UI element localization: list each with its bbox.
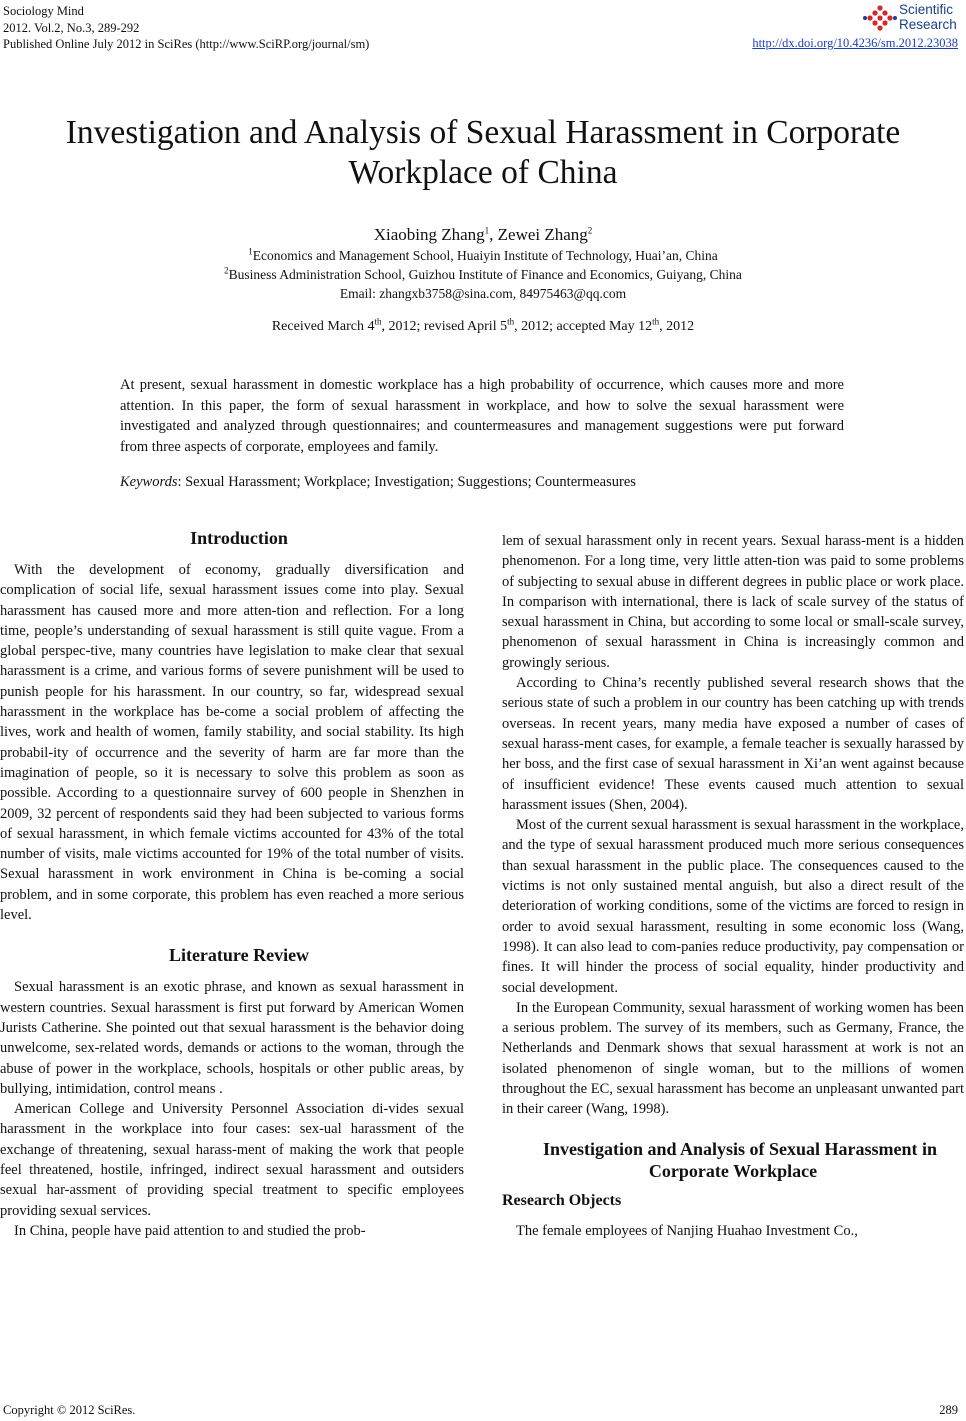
author-affiliation-mark: 2 xyxy=(587,225,593,236)
section-heading-literature-review: Literature Review xyxy=(168,945,310,966)
publication-info: Published Online July 2012 in SciRes (http://www.SciRP.org/journal/sm) xyxy=(3,37,370,51)
keywords xyxy=(120,474,844,491)
paragraph: In the European Community, sexual harassment of working women has been a serious problem. The survey of its members, such as Germany, France, the Netherlands and Denmark shows that sexual harassment at work is not an isolated phenomenon of single woman, but to the millions of women throughout the EC, sexual harassment has become an unpleasant unwanted part in their career (Wang, 1998). xyxy=(502,999,964,1118)
paragraph: American College and University Personnel Association di-vides sexual harassment in the workplace into four cases: sex-ual harassment of the exchange of threatening, sexual harass-ment of making the work that people feel threatened, hostile, infringed, indirect sexual harassment and outsiders sexual har-assment of providing special treatment to specific employees providing sexual services. xyxy=(0,1101,464,1219)
journal-header xyxy=(3,3,369,53)
page-number: 289 xyxy=(939,1403,958,1417)
doi-link[interactable]: http://dx.doi.org/10.4236/sm.2012.23038 xyxy=(752,36,958,50)
subsection-heading-research-objects: Research Objects xyxy=(502,1191,622,1209)
author-line xyxy=(0,225,966,245)
affiliation-mark: 2 xyxy=(224,265,229,276)
affiliation xyxy=(0,248,966,264)
paragraph: The female employees of Nanjing Huahao Investment Co., xyxy=(516,1222,858,1239)
affiliation-text: Business Administration School, Guizhou Institute of Finance and Economics, Guiyang, China xyxy=(228,267,742,282)
manuscript-dates: Received March 4th, 2012; revised April 5th, 2012; accepted May 12th, 2012 xyxy=(271,316,695,334)
paragraph: In China, people have paid attention to and studied the prob- xyxy=(14,1222,366,1239)
section-heading-introduction: Introduction xyxy=(190,528,288,548)
section-heading-investigation: Investigation and Analysis of Sexual Harassment in Corporate Workplace xyxy=(542,1138,938,1181)
keywords-label: Keywords xyxy=(120,474,178,490)
scientific-research-logo xyxy=(863,2,958,36)
author-name: Zewei Zhang xyxy=(497,225,588,244)
affiliation xyxy=(0,267,966,283)
paragraph: Most of the current sexual harassment is sexual harassment in the workplace, and the type of sexual harassment produced much more serious consequences than sexual harassment in the public place. The consequences caused to the victims is not only sustained mental anguish, but also a direct result of the deterioration of working conditions, some of the victims are forced to resign in order to avoid sexual harassment, resulting in some economic loss (Wang, 1998). It can also lead to com-panies reduce productivity, pay compensation or fines. It will hinder the process of social equality, hinder productivity and social development. xyxy=(502,817,964,996)
paragraph: Sexual harassment is an exotic phrase, and known as sexual harassment in western countries. Sexual harassment is first put forward by American Women Jurists Catherine. She pointed out that sexual harassment is the behavior doing unwelcome, sex-related words, demands or actions to the woman, through the abuse of power in the workplace, schools, hospitals or other public areas, by bullying, intimidation, control means . xyxy=(0,979,464,1097)
paragraph: According to China’s recently published several research shows that the serious state of such a problem in our country has been catching up with trends overseas. In recent years, many media have exposed a number of cases of sexual harass-ment cases, for example, a female teacher is sexually harassed by her boss, and the first case of sexual harassment in Xi’an went against because of insufficient evidence! These events caused much attention to sexual harassment issues (Shen, 2004). xyxy=(502,675,964,813)
abstract: At present, sexual harassment in domestic workplace has a high probability of occurrence, which causes more and more attention. In this paper, the form of sexual harassment in workplace, and how to solve the sexual harassment were investigated and analyzed through questionnaires; and countermeasures and management suggestions were put forward from three aspects of corporate, employees and family. xyxy=(120,377,844,455)
logo-text-line1: Scientific xyxy=(899,2,954,17)
affiliation-text: Economics and Management School, Huaiyin Institute of Technology, Huai’an, China xyxy=(252,248,718,263)
logo-diamond-icon xyxy=(863,4,897,34)
author-separator: , xyxy=(489,225,498,244)
affiliation-mark: 1 xyxy=(248,246,253,257)
author-name: Xiaobing Zhang xyxy=(373,225,485,244)
paragraph: lem of sexual harassment only in recent years. Sexual harass-ment is a hidden phenomenon. For a long time, very little atten-tion was paid to some problems of subjecting to sexual abuse in different degrees in public place or work place. In comparison with international, there is lack of scale survey of the status of sexual harassment in China, but according to some local or small-scale survey, phenomenon of sexual harassment in China is increasingly common and growingly serious. xyxy=(502,533,964,671)
keywords-text: : Sexual Harassment; Workplace; Investigation; Suggestions; Countermeasures xyxy=(177,474,636,490)
author-affiliation-mark: 1 xyxy=(484,225,490,236)
copyright-footer: Copyright © 2012 SciRes. xyxy=(3,1403,136,1417)
email-line: Email: zhangxb3758@sina.com, 84975463@qq.com xyxy=(339,286,627,301)
right-column xyxy=(502,531,964,1241)
journal-volume: 2012. Vol.2, No.3, 289-292 xyxy=(3,20,140,35)
logo-text-line2: Research xyxy=(899,17,957,32)
paragraph: With the development of economy, gradually diversification and complication of social life, sexual harassment issues come into play. Sexual harassment has caused more and more atten-tion and reflection. For a long time, people’s understanding of sexual harassment is still quite vague. From a global perspec-tive, many countries have legislation to make clear that sexual harassment is a crime, and various forms of severe punishment will be used to punish people for his harassment. In our country, so far, widespread sexual harassment in the workplace has be-come a social problem of affecting the lives, work and health of women, family stability, and social stability. Its high probabil-ity of occurrence and the severity of harm are far more than the imagination of people, so it is necessary to solve this problem as soon as possible. According to a questionnaire survey of 600 people in Shenzhen in 2009, 32 percent of respondents said they had been subjected to various forms of sexual harassment, in which female victims accounted for 43% of the total number of visits, male victims accounted for 19% of the total number of visits. Sexual harassment in work environment in China is be-coming a social problem, and in some corporate, this problem has even reached a more serious level. xyxy=(0,562,464,924)
paper-title: Investigation and Analysis of Sexual Harassment in Corporate Workplace of China xyxy=(65,114,901,191)
journal-name: Sociology Mind xyxy=(3,4,84,18)
left-column xyxy=(0,527,464,1241)
